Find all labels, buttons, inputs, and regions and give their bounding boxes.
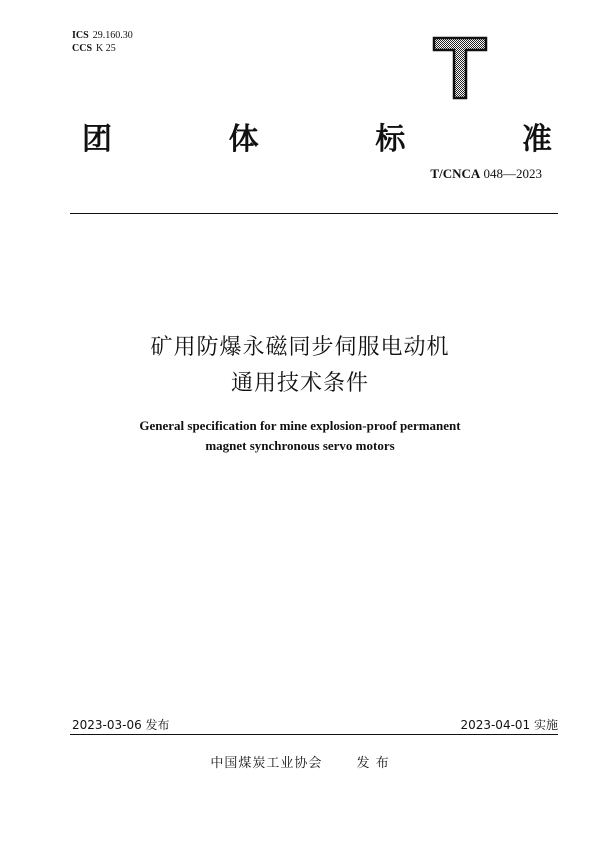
standard-type-char: 标 [375, 122, 406, 157]
ics-value: 29.160.30 [92, 30, 133, 41]
publish-word: 发 布 [356, 756, 390, 771]
ccs-label: CCS [72, 43, 93, 54]
standard-t-logo [432, 36, 488, 100]
standard-number-value: 048—2023 [483, 166, 542, 181]
standard-number [430, 166, 542, 182]
implementation-date: 2023-04-01 实施 [460, 718, 558, 732]
standard-type-char: 体 [228, 122, 259, 157]
bottom-divider [70, 734, 558, 735]
standard-type-char: 准 [521, 122, 552, 157]
ccs-code [72, 43, 116, 55]
ics-label: ICS [72, 30, 89, 41]
publisher-name: 中国煤炭工业协会 [210, 756, 323, 771]
ccs-value: K 25 [96, 43, 116, 54]
issue-date: 2023-03-06 发布 [72, 718, 170, 732]
title-en-line-2: magnet synchronous servo motors [205, 438, 395, 453]
standard-type [82, 120, 552, 160]
publisher-line [0, 752, 600, 771]
title-cn-line-1: 矿用防爆永磁同步伺服电动机 [150, 335, 450, 360]
top-divider [70, 213, 558, 214]
title-cn-line-2: 通用技术条件 [230, 371, 369, 396]
standard-type-char: 团 [82, 122, 112, 157]
standard-number-prefix: T/CNCA [430, 166, 481, 181]
ics-code [72, 30, 133, 42]
title-en-line-1: General specification for mine explosion-proof permanent [139, 418, 461, 433]
